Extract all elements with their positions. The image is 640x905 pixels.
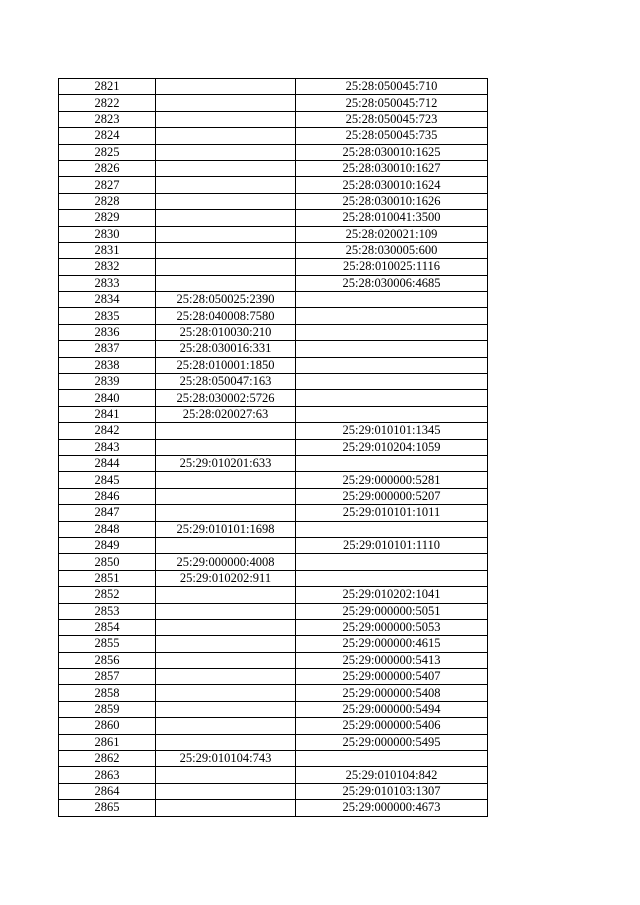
cadastral-number-alt-cell: 25:29:010104:842 bbox=[296, 767, 488, 783]
row-number-cell: 2846 bbox=[59, 488, 156, 504]
cadastral-number-cell: 25:28:010001:1850 bbox=[156, 357, 296, 373]
table-row bbox=[59, 505, 488, 521]
table-row bbox=[59, 472, 488, 488]
cadastral-number-cell bbox=[156, 685, 296, 701]
cadastral-number-alt-cell bbox=[296, 308, 488, 324]
row-number-cell: 2855 bbox=[59, 636, 156, 652]
table-row bbox=[59, 226, 488, 242]
cadastral-number-cell bbox=[156, 472, 296, 488]
table-row bbox=[59, 669, 488, 685]
cadastral-number-cell bbox=[156, 275, 296, 291]
cadastral-number-alt-cell bbox=[296, 406, 488, 422]
cadastral-number-alt-cell: 25:29:010101:1110 bbox=[296, 537, 488, 553]
table-row bbox=[59, 79, 488, 95]
table-row bbox=[59, 783, 488, 799]
cadastral-number-cell bbox=[156, 259, 296, 275]
cadastral-number-table bbox=[58, 78, 488, 817]
row-number-cell: 2825 bbox=[59, 144, 156, 160]
table-row bbox=[59, 751, 488, 767]
cadastral-number-cell bbox=[156, 537, 296, 553]
cadastral-number-alt-cell: 25:29:000000:5207 bbox=[296, 488, 488, 504]
table-row bbox=[59, 521, 488, 537]
row-number-cell: 2840 bbox=[59, 390, 156, 406]
cadastral-number-alt-cell: 25:28:020021:109 bbox=[296, 226, 488, 242]
table-row bbox=[59, 800, 488, 816]
cadastral-number-cell: 25:28:050047:163 bbox=[156, 374, 296, 390]
cadastral-number-cell bbox=[156, 95, 296, 111]
cadastral-number-cell bbox=[156, 144, 296, 160]
row-number-cell: 2831 bbox=[59, 242, 156, 258]
table-row bbox=[59, 423, 488, 439]
table-row bbox=[59, 357, 488, 373]
row-number-cell: 2858 bbox=[59, 685, 156, 701]
cadastral-number-cell bbox=[156, 767, 296, 783]
row-number-cell: 2826 bbox=[59, 160, 156, 176]
row-number-cell: 2822 bbox=[59, 95, 156, 111]
cadastral-number-alt-cell bbox=[296, 751, 488, 767]
cadastral-number-cell bbox=[156, 734, 296, 750]
cadastral-number-cell bbox=[156, 587, 296, 603]
row-number-cell: 2854 bbox=[59, 619, 156, 635]
cadastral-number-alt-cell: 25:28:050045:723 bbox=[296, 111, 488, 127]
table-row bbox=[59, 636, 488, 652]
cadastral-number-alt-cell: 25:28:030010:1627 bbox=[296, 160, 488, 176]
cadastral-number-alt-cell: 25:28:010041:3500 bbox=[296, 210, 488, 226]
table-row bbox=[59, 128, 488, 144]
table-body bbox=[59, 79, 488, 817]
table-row bbox=[59, 95, 488, 111]
row-number-cell: 2851 bbox=[59, 570, 156, 586]
cadastral-number-alt-cell bbox=[296, 374, 488, 390]
row-number-cell: 2832 bbox=[59, 259, 156, 275]
table-row bbox=[59, 701, 488, 717]
cadastral-number-cell bbox=[156, 505, 296, 521]
row-number-cell: 2850 bbox=[59, 554, 156, 570]
row-number-cell: 2847 bbox=[59, 505, 156, 521]
row-number-cell: 2849 bbox=[59, 537, 156, 553]
table-row bbox=[59, 324, 488, 340]
cadastral-number-cell bbox=[156, 210, 296, 226]
table-row bbox=[59, 111, 488, 127]
cadastral-number-cell bbox=[156, 160, 296, 176]
cadastral-number-alt-cell: 25:29:000000:4615 bbox=[296, 636, 488, 652]
table-row bbox=[59, 603, 488, 619]
cadastral-number-cell bbox=[156, 439, 296, 455]
table-row bbox=[59, 406, 488, 422]
cadastral-number-alt-cell: 25:28:010025:1116 bbox=[296, 259, 488, 275]
cadastral-number-alt-cell: 25:28:050045:712 bbox=[296, 95, 488, 111]
cadastral-number-cell bbox=[156, 619, 296, 635]
cadastral-number-cell: 25:29:010201:633 bbox=[156, 455, 296, 471]
table-row bbox=[59, 587, 488, 603]
cadastral-number-alt-cell: 25:28:030010:1625 bbox=[296, 144, 488, 160]
row-number-cell: 2860 bbox=[59, 718, 156, 734]
cadastral-number-cell: 25:28:020027:63 bbox=[156, 406, 296, 422]
cadastral-number-alt-cell: 25:28:050045:735 bbox=[296, 128, 488, 144]
cadastral-number-alt-cell: 25:29:000000:5495 bbox=[296, 734, 488, 750]
cadastral-number-alt-cell: 25:29:000000:5053 bbox=[296, 619, 488, 635]
cadastral-number-cell: 25:29:010202:911 bbox=[156, 570, 296, 586]
row-number-cell: 2838 bbox=[59, 357, 156, 373]
table-row bbox=[59, 144, 488, 160]
cadastral-number-alt-cell: 25:29:000000:5408 bbox=[296, 685, 488, 701]
cadastral-number-cell bbox=[156, 177, 296, 193]
cadastral-number-cell bbox=[156, 226, 296, 242]
cadastral-number-cell bbox=[156, 800, 296, 816]
table-row bbox=[59, 718, 488, 734]
table-row bbox=[59, 259, 488, 275]
row-number-cell: 2823 bbox=[59, 111, 156, 127]
row-number-cell: 2864 bbox=[59, 783, 156, 799]
table-row bbox=[59, 488, 488, 504]
row-number-cell: 2833 bbox=[59, 275, 156, 291]
cadastral-number-cell bbox=[156, 423, 296, 439]
cadastral-number-alt-cell bbox=[296, 455, 488, 471]
cadastral-number-alt-cell: 25:29:010101:1345 bbox=[296, 423, 488, 439]
cadastral-number-cell bbox=[156, 783, 296, 799]
cadastral-number-alt-cell bbox=[296, 292, 488, 308]
table-row bbox=[59, 193, 488, 209]
cadastral-number-alt-cell: 25:28:030010:1624 bbox=[296, 177, 488, 193]
table-row bbox=[59, 160, 488, 176]
cadastral-number-alt-cell: 25:29:000000:5413 bbox=[296, 652, 488, 668]
cadastral-number-alt-cell: 25:29:010101:1011 bbox=[296, 505, 488, 521]
row-number-cell: 2835 bbox=[59, 308, 156, 324]
cadastral-number-cell bbox=[156, 669, 296, 685]
cadastral-number-alt-cell: 25:29:000000:5051 bbox=[296, 603, 488, 619]
table-row bbox=[59, 308, 488, 324]
table-row bbox=[59, 734, 488, 750]
cadastral-number-cell bbox=[156, 603, 296, 619]
cadastral-number-alt-cell: 25:28:050045:710 bbox=[296, 79, 488, 95]
row-number-cell: 2861 bbox=[59, 734, 156, 750]
cadastral-number-alt-cell bbox=[296, 341, 488, 357]
row-number-cell: 2843 bbox=[59, 439, 156, 455]
cadastral-number-cell bbox=[156, 242, 296, 258]
cadastral-number-cell bbox=[156, 652, 296, 668]
table-row bbox=[59, 292, 488, 308]
row-number-cell: 2859 bbox=[59, 701, 156, 717]
table-row bbox=[59, 537, 488, 553]
row-number-cell: 2834 bbox=[59, 292, 156, 308]
cadastral-number-alt-cell bbox=[296, 357, 488, 373]
row-number-cell: 2836 bbox=[59, 324, 156, 340]
cadastral-number-alt-cell: 25:29:010204:1059 bbox=[296, 439, 488, 455]
cadastral-number-alt-cell: 25:29:000000:5494 bbox=[296, 701, 488, 717]
cadastral-number-alt-cell bbox=[296, 390, 488, 406]
cadastral-number-alt-cell: 25:29:000000:5406 bbox=[296, 718, 488, 734]
row-number-cell: 2848 bbox=[59, 521, 156, 537]
row-number-cell: 2852 bbox=[59, 587, 156, 603]
row-number-cell: 2824 bbox=[59, 128, 156, 144]
row-number-cell: 2844 bbox=[59, 455, 156, 471]
cadastral-number-cell: 25:28:040008:7580 bbox=[156, 308, 296, 324]
row-number-cell: 2857 bbox=[59, 669, 156, 685]
table-row bbox=[59, 439, 488, 455]
table-row bbox=[59, 619, 488, 635]
row-number-cell: 2829 bbox=[59, 210, 156, 226]
row-number-cell: 2827 bbox=[59, 177, 156, 193]
row-number-cell: 2845 bbox=[59, 472, 156, 488]
cadastral-number-alt-cell: 25:28:030006:4685 bbox=[296, 275, 488, 291]
cadastral-number-alt-cell bbox=[296, 554, 488, 570]
cadastral-number-alt-cell bbox=[296, 570, 488, 586]
table-row bbox=[59, 242, 488, 258]
row-number-cell: 2865 bbox=[59, 800, 156, 816]
row-number-cell: 2853 bbox=[59, 603, 156, 619]
cadastral-number-cell bbox=[156, 701, 296, 717]
cadastral-number-cell bbox=[156, 128, 296, 144]
cadastral-number-alt-cell: 25:29:000000:5407 bbox=[296, 669, 488, 685]
row-number-cell: 2837 bbox=[59, 341, 156, 357]
cadastral-number-cell: 25:28:030002:5726 bbox=[156, 390, 296, 406]
table-row bbox=[59, 455, 488, 471]
cadastral-number-alt-cell: 25:29:000000:4673 bbox=[296, 800, 488, 816]
row-number-cell: 2842 bbox=[59, 423, 156, 439]
cadastral-number-alt-cell bbox=[296, 324, 488, 340]
cadastral-number-cell bbox=[156, 718, 296, 734]
cadastral-number-cell: 25:29:010104:743 bbox=[156, 751, 296, 767]
cadastral-number-cell bbox=[156, 193, 296, 209]
row-number-cell: 2841 bbox=[59, 406, 156, 422]
table-row bbox=[59, 554, 488, 570]
table-row bbox=[59, 767, 488, 783]
table-row bbox=[59, 374, 488, 390]
cadastral-number-alt-cell: 25:28:030005:600 bbox=[296, 242, 488, 258]
row-number-cell: 2839 bbox=[59, 374, 156, 390]
cadastral-number-alt-cell: 25:28:030010:1626 bbox=[296, 193, 488, 209]
cadastral-number-cell bbox=[156, 488, 296, 504]
cadastral-number-cell bbox=[156, 79, 296, 95]
cadastral-number-alt-cell: 25:29:000000:5281 bbox=[296, 472, 488, 488]
table-row bbox=[59, 210, 488, 226]
cadastral-number-cell: 25:28:050025:2390 bbox=[156, 292, 296, 308]
cadastral-number-alt-cell: 25:29:010202:1041 bbox=[296, 587, 488, 603]
cadastral-number-cell: 25:29:010101:1698 bbox=[156, 521, 296, 537]
cadastral-number-cell bbox=[156, 111, 296, 127]
row-number-cell: 2863 bbox=[59, 767, 156, 783]
table-row bbox=[59, 341, 488, 357]
cadastral-number-cell: 25:28:030016:331 bbox=[156, 341, 296, 357]
row-number-cell: 2856 bbox=[59, 652, 156, 668]
table-row bbox=[59, 685, 488, 701]
cadastral-number-cell: 25:29:000000:4008 bbox=[156, 554, 296, 570]
row-number-cell: 2862 bbox=[59, 751, 156, 767]
cadastral-number-cell bbox=[156, 636, 296, 652]
cadastral-number-alt-cell bbox=[296, 521, 488, 537]
table-row bbox=[59, 177, 488, 193]
cadastral-number-alt-cell: 25:29:010103:1307 bbox=[296, 783, 488, 799]
row-number-cell: 2828 bbox=[59, 193, 156, 209]
table-row bbox=[59, 390, 488, 406]
table-row bbox=[59, 570, 488, 586]
table-row bbox=[59, 275, 488, 291]
cadastral-number-cell: 25:28:010030:210 bbox=[156, 324, 296, 340]
table-row bbox=[59, 652, 488, 668]
row-number-cell: 2821 bbox=[59, 79, 156, 95]
row-number-cell: 2830 bbox=[59, 226, 156, 242]
